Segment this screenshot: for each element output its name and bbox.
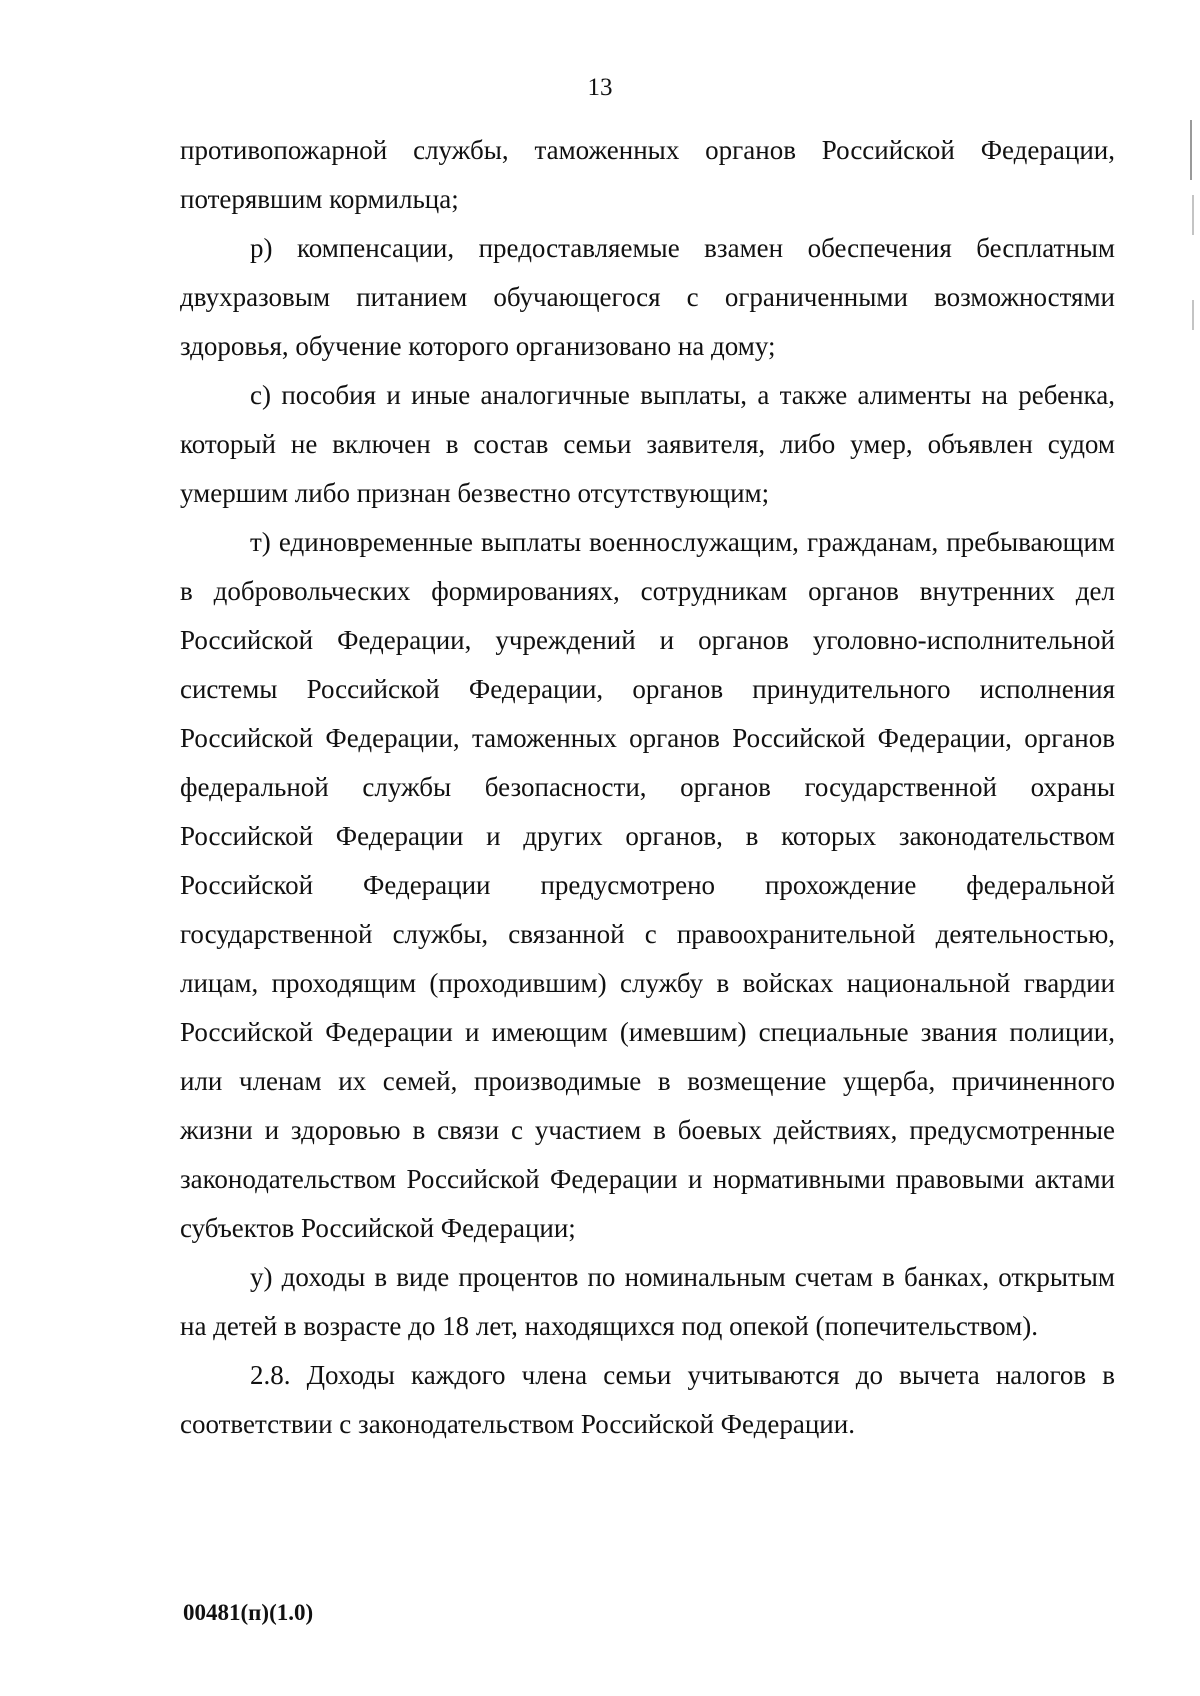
document-code: 00481(п)(1.0) (183, 1600, 314, 1625)
paragraph-item-r: р) компенсации, предоставляемые взамен обеспечения бесплатным двухразовым питанием обучающегося с ограниченными возможностями здоровья, обучение которого организовано на дому; (180, 233, 1115, 361)
paragraph-item-t: т) единовременные выплаты военнослужащим, гражданам, пребывающим в добровольческих формированиях, сотрудникам органов внутренних дел Российской Федерации, учреждений и органов уголовно-исполнительной системы Российской Федерации, органов принудительного исполнения Российской Федерации, таможенных органов Российской Федерации, органов федеральной службы безопасности, органов государственной охраны Российской Федерации и других органов, в которых законодательством Российской Федерации предусмотрено прохождение федеральной государственной службы, связанной с правоохранительной деятельностью, лицам, проходящим (проходившим) службу в войсках национальной гвардии Российской Федерации и имеющим (имевшим) специальные звания полиции, или членам их семей, производимые в возмещение ущерба, причиненного жизни и здоровью в связи с участием в боевых действиях, предусмотренные законодательством Российской Федерации и нормативными правовыми актами субъектов Российской Федерации; (180, 527, 1115, 1243)
scan-artifact (1192, 300, 1194, 330)
paragraph-continuation: противопожарной службы, таможенных органов Российской Федерации, потерявшим кормильца; (180, 135, 1115, 214)
document-body (180, 126, 1115, 1449)
scan-artifact (1192, 195, 1194, 235)
page-number: 13 (587, 74, 613, 101)
scan-artifact (1190, 120, 1192, 180)
paragraph-section-2-8: 2.8. Доходы каждого члена семьи учитываются до вычета налогов в соответствии с законодательством Российской Федерации. (180, 1360, 1115, 1439)
paragraph-item-s: с) пособия и иные аналогичные выплаты, а также алименты на ребенка, который не включен в состав семьи заявителя, либо умер, объявлен судом умершим либо признан безвестно отсутствующим; (180, 380, 1115, 508)
paragraph-item-u: у) доходы в виде процентов по номинальным счетам в банках, открытым на детей в возрасте до 18 лет, находящихся под опекой (попечительством). (180, 1262, 1115, 1341)
